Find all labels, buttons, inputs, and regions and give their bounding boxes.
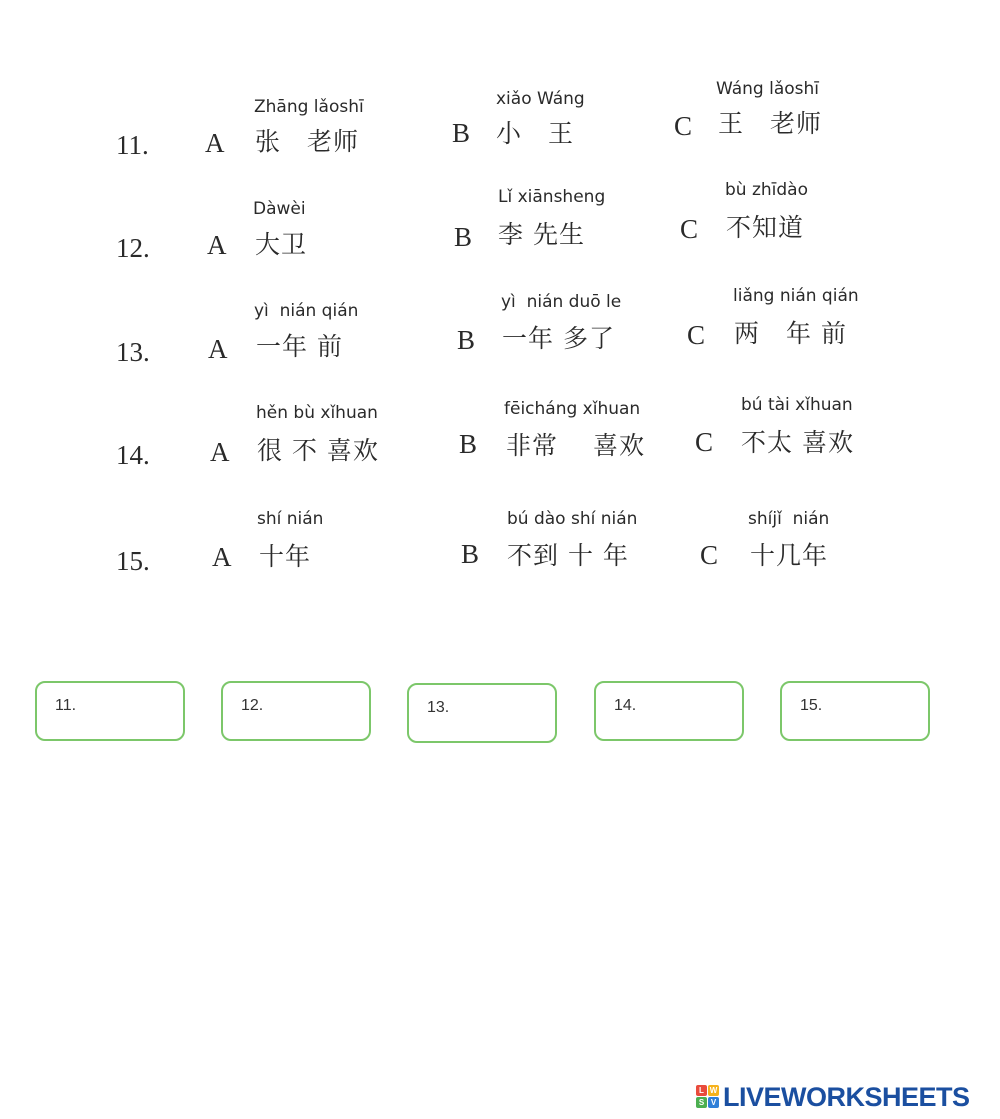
question-number: 12. bbox=[116, 233, 150, 263]
question-number: 14. bbox=[116, 440, 150, 470]
option-c-pinyin: Wáng lǎoshī bbox=[716, 79, 820, 99]
question-number: 15. bbox=[116, 546, 150, 576]
answer-box-13[interactable] bbox=[407, 683, 557, 743]
option-a-hanzi: 十年 bbox=[259, 542, 312, 571]
answer-label: 13. bbox=[427, 699, 450, 716]
option-c-pinyin: bú tài xǐhuan bbox=[741, 395, 853, 415]
option-a-pinyin: Dàwèi bbox=[253, 199, 306, 219]
option-b-pinyin: fēicháng xǐhuan bbox=[504, 399, 641, 419]
option-b-hanzi: 李 先生 bbox=[498, 220, 585, 249]
option-b-letter: B bbox=[452, 118, 471, 148]
logo-tile: W bbox=[709, 1086, 718, 1095]
option-a-letter: A bbox=[210, 437, 230, 467]
option-a-hanzi: 一年 前 bbox=[256, 332, 343, 361]
option-a-pinyin: shí nián bbox=[257, 509, 324, 529]
brand-name: LIVEWORKSHEETS bbox=[723, 1081, 970, 1112]
option-c-hanzi: 两 年 前 bbox=[734, 319, 847, 348]
option-c-hanzi: 十几年 bbox=[750, 541, 829, 570]
option-a-letter: A bbox=[205, 128, 225, 158]
option-b-pinyin: yì nián duō le bbox=[501, 292, 622, 312]
option-b-pinyin: Lǐ xiānsheng bbox=[498, 187, 606, 207]
option-c-hanzi: 不太 喜欢 bbox=[741, 428, 854, 457]
option-a-letter: A bbox=[208, 334, 228, 364]
option-a-pinyin: Zhāng lǎoshī bbox=[254, 97, 364, 117]
option-c-letter: C bbox=[680, 214, 699, 244]
answer-label: 12. bbox=[241, 697, 264, 714]
option-c-pinyin: shíjǐ nián bbox=[748, 509, 830, 529]
option-b-pinyin: bú dào shí nián bbox=[507, 509, 638, 529]
option-c-letter: C bbox=[695, 427, 714, 457]
option-b-letter: B bbox=[454, 222, 473, 252]
option-c-letter: C bbox=[687, 320, 706, 350]
answer-box-14[interactable] bbox=[594, 681, 744, 741]
answer-box-15[interactable] bbox=[780, 681, 930, 741]
liveworksheets-logo-icon bbox=[696, 1085, 720, 1109]
option-a-hanzi: 张 老师 bbox=[255, 127, 360, 156]
logo-tile: S bbox=[696, 1097, 707, 1108]
option-c-pinyin: liǎng nián qián bbox=[733, 286, 859, 306]
option-b-letter: B bbox=[457, 325, 476, 355]
option-c-hanzi: 王 老师 bbox=[718, 109, 823, 138]
logo-tile: V bbox=[708, 1097, 719, 1108]
answer-label: 11. bbox=[55, 697, 77, 714]
option-a-letter: A bbox=[212, 542, 232, 572]
option-a-hanzi: 很 不 喜欢 bbox=[257, 436, 379, 465]
answer-label: 14. bbox=[614, 697, 637, 714]
option-b-hanzi: 一年 多了 bbox=[502, 324, 615, 353]
answer-box-12[interactable] bbox=[221, 681, 371, 741]
option-c-letter: C bbox=[700, 540, 719, 570]
option-b-pinyin: xiǎo Wáng bbox=[496, 89, 585, 109]
option-b-letter: B bbox=[461, 539, 480, 569]
option-a-pinyin: hěn bù xǐhuan bbox=[256, 403, 378, 423]
question-number: 13. bbox=[116, 337, 150, 367]
option-c-pinyin: bù zhīdào bbox=[725, 180, 808, 200]
answer-label: 15. bbox=[800, 697, 823, 714]
option-b-hanzi: 非常 喜欢 bbox=[506, 431, 645, 460]
option-b-hanzi: 不到 十 年 bbox=[507, 541, 629, 570]
option-a-letter: A bbox=[207, 230, 227, 260]
answer-box-11[interactable] bbox=[35, 681, 185, 741]
option-b-letter: B bbox=[459, 429, 478, 459]
option-c-letter: C bbox=[674, 111, 693, 141]
logo-tile: L bbox=[696, 1085, 707, 1096]
option-a-pinyin: yì nián qián bbox=[254, 301, 359, 321]
option-b-hanzi: 小 王 bbox=[496, 119, 575, 148]
option-a-hanzi: 大卫 bbox=[255, 230, 308, 259]
option-c-hanzi: 不知道 bbox=[726, 213, 805, 242]
liveworksheets-brand[interactable] bbox=[696, 1082, 970, 1112]
question-number: 11. bbox=[116, 130, 149, 160]
